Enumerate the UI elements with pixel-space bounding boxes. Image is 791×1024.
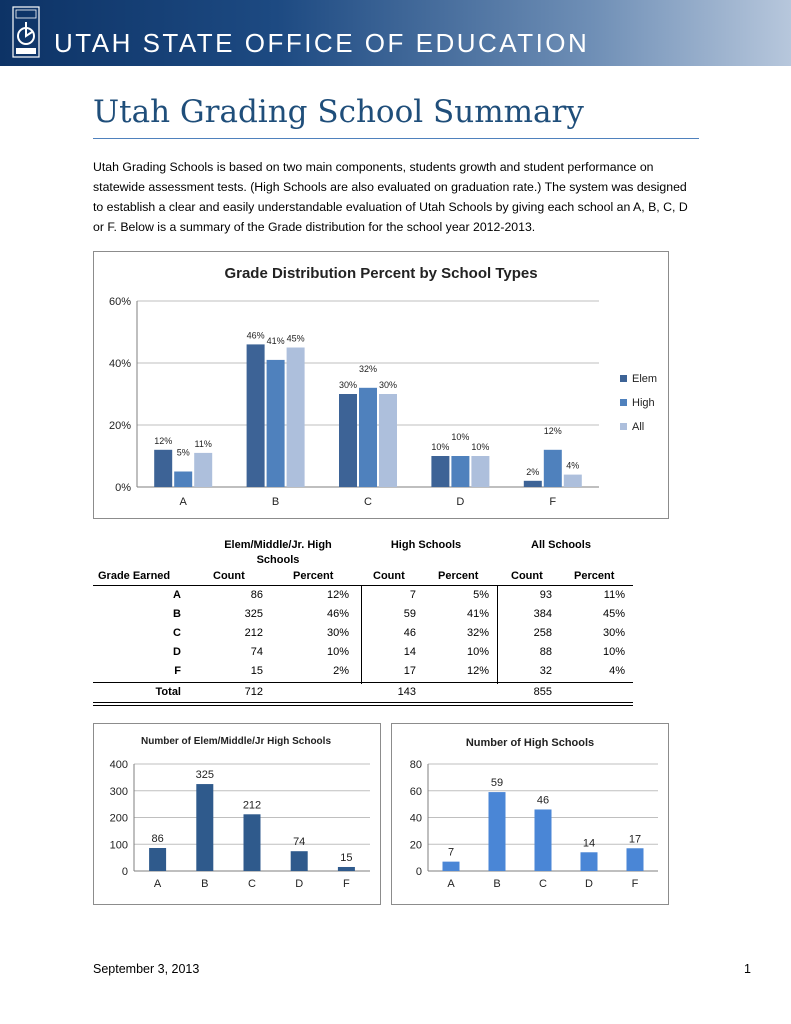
cell-elem-count: 15 xyxy=(250,665,263,677)
cell-all-count: 93 xyxy=(539,589,552,601)
table-body xyxy=(93,537,633,707)
legend-label: Elem xyxy=(632,373,658,385)
high-schools-count-chart xyxy=(391,723,669,905)
bar xyxy=(451,456,469,487)
cell-elem-pct: 12% xyxy=(326,589,349,601)
total-elem-count: 712 xyxy=(244,686,263,698)
grade-label: B xyxy=(173,608,181,620)
title-divider xyxy=(93,138,699,139)
bar xyxy=(379,394,397,487)
cell-elem-count: 74 xyxy=(250,646,263,658)
data-label: 74 xyxy=(293,836,306,849)
cell-all-count: 32 xyxy=(539,665,552,677)
data-label: 86 xyxy=(151,832,164,845)
grade-distribution-chart xyxy=(93,251,669,519)
document-title: Utah Grading School Summary xyxy=(93,94,584,130)
footer-date: September 3, 2013 xyxy=(93,962,200,976)
y-tick-label: 0 xyxy=(121,866,128,878)
y-tick-label: 400 xyxy=(109,759,128,771)
legend-swatch xyxy=(620,423,627,430)
cell-all-pct: 4% xyxy=(609,665,625,677)
cell-all-pct: 10% xyxy=(602,646,625,658)
bar xyxy=(291,851,308,871)
cell-all-pct: 30% xyxy=(602,627,625,639)
data-label: 46% xyxy=(246,330,265,341)
cell-high-pct: 32% xyxy=(466,627,489,639)
cell-high-pct: 41% xyxy=(466,608,489,620)
y-tick-label: 100 xyxy=(109,839,128,852)
cell-high-count: 14 xyxy=(403,646,416,658)
bar xyxy=(154,450,172,487)
cell-elem-count: 325 xyxy=(244,608,263,620)
bar xyxy=(431,456,449,487)
chart-title: Number of Elem/Middle/Jr High Schools xyxy=(140,736,332,747)
cell-elem-pct: 46% xyxy=(326,608,349,620)
legend-label: All xyxy=(632,421,645,433)
grade-label: C xyxy=(173,627,181,639)
data-label: 32% xyxy=(358,363,378,374)
table-rule xyxy=(93,682,633,683)
legend-swatch xyxy=(620,399,627,406)
y-tick-label: 40% xyxy=(108,358,131,370)
cell-all-count: 384 xyxy=(533,608,552,620)
all-percent-header: Percent xyxy=(574,570,615,582)
cell-elem-pct: 2% xyxy=(333,665,349,677)
data-label: 41% xyxy=(266,335,285,346)
data-label: 46 xyxy=(536,794,550,807)
cell-high-pct: 10% xyxy=(466,646,489,658)
data-label: 325 xyxy=(195,769,214,782)
cell-elem-count: 86 xyxy=(250,589,263,601)
bar xyxy=(524,481,542,487)
x-tick-label: F xyxy=(549,496,557,508)
cell-all-pct: 11% xyxy=(603,589,625,601)
cell-all-count: 88 xyxy=(539,646,552,658)
data-label: 45% xyxy=(286,333,305,344)
table-column-divider xyxy=(361,585,362,684)
bar xyxy=(627,848,644,871)
x-tick-label: F xyxy=(631,878,639,890)
header-banner xyxy=(0,0,791,66)
bar xyxy=(287,348,305,488)
x-tick-label: D xyxy=(456,496,465,508)
data-label: 12% xyxy=(154,435,173,446)
table-column-divider xyxy=(497,585,498,684)
data-label: 59 xyxy=(490,777,504,790)
elem-schools-count-chart-svg xyxy=(94,724,380,904)
intro-paragraph: Utah Grading Schools is based on two main components, students growth and student performance on statewide assessment tests. (High Schools are also evaluated on graduation rate.) The system was designed to establish a clear and easily understandable evaluation of Utah Schools by giving each school an A, B, C, D or F. Below is a summary of the Grade distribution for the school year 2012-2013. xyxy=(93,160,688,234)
x-tick-label: A xyxy=(153,878,162,890)
x-tick-label: B xyxy=(201,878,209,890)
y-tick-label: 60% xyxy=(108,296,131,308)
total-label: Total xyxy=(155,686,181,698)
grade-summary-table xyxy=(93,537,633,707)
high-group-header: High Schools xyxy=(390,539,462,551)
bar xyxy=(267,360,285,487)
cell-high-pct: 12% xyxy=(466,665,489,677)
data-label: 5% xyxy=(176,447,190,458)
all-group-header: All Schools xyxy=(531,539,591,551)
x-tick-label: C xyxy=(248,878,256,890)
elem-group-header: Elem/Middle/Jr. High xyxy=(224,539,332,551)
elem-percent-header: Percent xyxy=(293,570,334,582)
data-label: 30% xyxy=(338,380,358,390)
data-label: 10% xyxy=(431,442,450,452)
total-high-count: 143 xyxy=(397,686,416,698)
grade-distribution-chart-svg xyxy=(94,252,668,518)
table-rule xyxy=(93,705,633,706)
chart-title: Grade Distribution Percent by School Types xyxy=(224,265,538,282)
x-tick-label: B xyxy=(271,496,280,508)
cell-elem-count: 212 xyxy=(244,627,263,639)
elem-group-header-line2: Schools xyxy=(256,554,300,566)
bar xyxy=(174,472,192,488)
banner-title: UTAH STATE OFFICE OF EDUCATION xyxy=(54,28,590,58)
data-label: 14 xyxy=(582,837,596,850)
chart-title: Number of High Schools xyxy=(465,737,595,749)
cell-high-count: 59 xyxy=(403,608,416,620)
bar xyxy=(196,784,213,871)
grade-label: F xyxy=(174,665,181,677)
data-label: 30% xyxy=(378,380,398,390)
bar xyxy=(339,394,357,487)
elem-count-header: Count xyxy=(213,570,245,582)
state-seal-logo xyxy=(12,6,40,58)
total-all-count: 855 xyxy=(533,686,552,698)
data-label: 15 xyxy=(340,851,353,864)
bar xyxy=(359,388,377,487)
x-tick-label: D xyxy=(585,878,593,890)
bar xyxy=(489,792,506,871)
table-rule xyxy=(93,702,633,703)
grade-label: A xyxy=(173,589,181,601)
bar xyxy=(194,453,212,487)
y-tick-label: 80 xyxy=(409,759,422,771)
y-tick-label: 20% xyxy=(108,420,131,432)
cell-elem-pct: 30% xyxy=(326,627,349,639)
x-tick-label: A xyxy=(447,878,455,890)
bar xyxy=(443,862,460,871)
cell-high-count: 7 xyxy=(409,589,416,601)
elem-schools-count-chart xyxy=(93,723,381,905)
legend-label: High xyxy=(632,397,655,409)
bar xyxy=(535,809,552,871)
table-rule xyxy=(93,585,633,586)
data-label: 11% xyxy=(194,438,212,449)
bar xyxy=(244,814,261,871)
bar xyxy=(564,475,582,487)
cell-high-count: 17 xyxy=(403,665,416,677)
data-label: 2% xyxy=(526,466,540,477)
y-tick-label: 0% xyxy=(115,482,131,494)
data-label: 7 xyxy=(447,846,455,859)
high-percent-header: Percent xyxy=(438,570,479,582)
data-label: 212 xyxy=(242,799,262,812)
y-tick-label: 200 xyxy=(109,812,128,825)
y-tick-label: 20 xyxy=(409,839,422,852)
high-count-header: Count xyxy=(373,570,405,582)
page-number: 1 xyxy=(744,962,751,976)
data-label: 12% xyxy=(543,425,562,436)
data-label: 4% xyxy=(566,460,580,471)
legend-swatch xyxy=(620,375,627,382)
cell-elem-pct: 10% xyxy=(326,646,349,658)
y-tick-label: 300 xyxy=(109,785,128,798)
cell-all-pct: 45% xyxy=(602,608,625,620)
y-tick-label: 40 xyxy=(409,812,422,825)
bar xyxy=(581,852,598,871)
cell-high-count: 46 xyxy=(403,627,416,639)
bar xyxy=(247,344,265,487)
y-tick-label: 0 xyxy=(415,866,422,878)
x-tick-label: F xyxy=(343,878,350,890)
x-tick-label: D xyxy=(295,878,304,890)
data-label: 10% xyxy=(451,432,470,442)
x-tick-label: C xyxy=(364,496,372,508)
grade-label: D xyxy=(173,646,181,658)
all-count-header: Count xyxy=(511,570,543,582)
bar xyxy=(149,848,166,871)
data-label: 17 xyxy=(628,833,642,846)
cell-high-pct: 5% xyxy=(473,589,489,601)
data-label: 10% xyxy=(471,442,490,452)
bar xyxy=(338,867,355,871)
bar xyxy=(471,456,489,487)
x-tick-label: C xyxy=(539,878,547,890)
grade-earned-header: Grade Earned xyxy=(98,570,171,582)
high-schools-count-chart-svg xyxy=(392,724,668,904)
cell-all-count: 258 xyxy=(533,627,552,639)
y-tick-label: 60 xyxy=(409,785,422,798)
x-tick-label: A xyxy=(179,496,187,508)
x-tick-label: B xyxy=(493,878,501,890)
bar xyxy=(544,450,562,487)
